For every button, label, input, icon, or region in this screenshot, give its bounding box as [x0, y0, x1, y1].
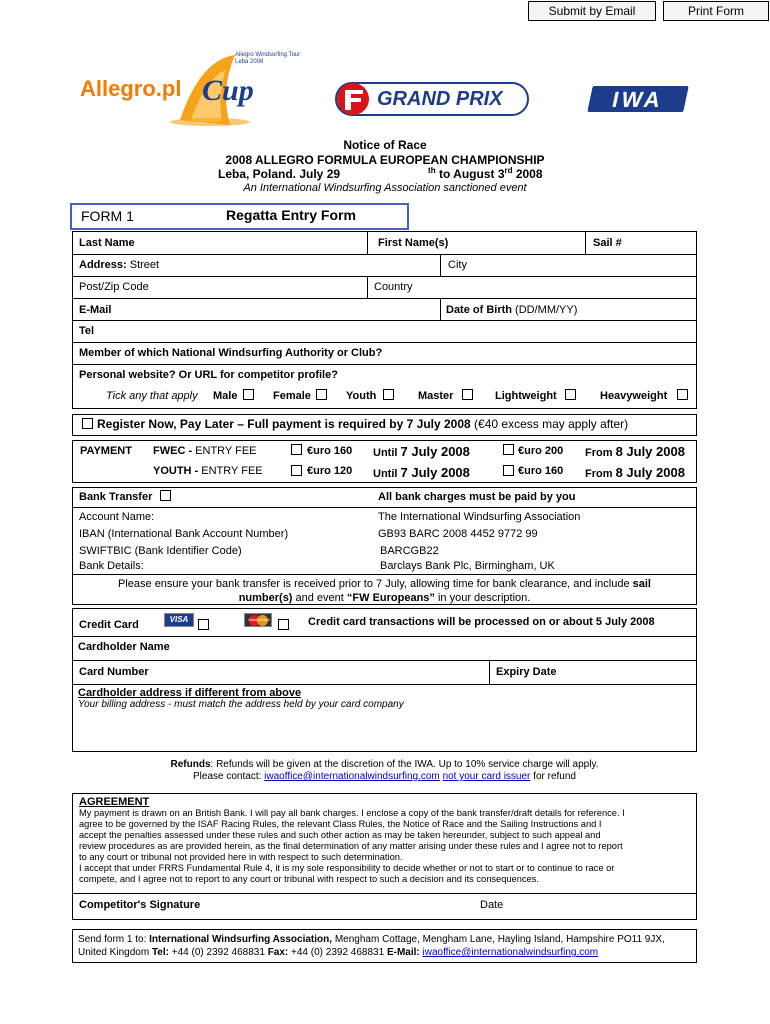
credit-card-label: Credit Card [79, 619, 139, 631]
event-dates [218, 166, 543, 181]
visa-icon: VISA [164, 613, 194, 627]
register-now-text: Register Now, Pay Later – Full payment is required by 7 July 2008 (€40 excess may apply after) [97, 417, 629, 431]
youth-label: Youth [346, 390, 377, 402]
account-name-value: The International Windsurfing Association [378, 511, 581, 523]
credit-card-box [72, 608, 697, 752]
from-date-2: From 8 July 2008 [585, 465, 685, 480]
tick-instruction: Tick any that apply [106, 390, 198, 402]
from-date-1: From 8 July 2008 [585, 444, 685, 459]
form-id: FORM 1 [81, 208, 134, 224]
print-form-button[interactable]: Print Form [663, 1, 769, 21]
mastercard-checkbox[interactable] [278, 619, 289, 630]
dates-rd: rd [504, 166, 513, 175]
last-name-label: Last Name [79, 237, 135, 249]
footer-email-link[interactable]: iwaoffice@internationalwindsurfing.com [422, 947, 599, 958]
fwec-late-price: €uro 200 [518, 445, 564, 457]
fwec-entry-fee: FWEC - ENTRY FEE [153, 445, 257, 457]
email-label: E-Mail [79, 304, 112, 316]
male-label: Male [213, 390, 238, 402]
cup-subtitle: Allegro Windsurfing Tour Leba 2008 [235, 52, 301, 65]
register-now-checkbox[interactable] [82, 418, 93, 429]
male-checkbox[interactable] [243, 389, 254, 400]
lightweight-checkbox[interactable] [565, 389, 576, 400]
swift-value: BARCGB22 [380, 545, 439, 557]
dob-label: Date of Birth (DD/MM/YY) [446, 304, 578, 316]
visa-checkbox[interactable] [198, 619, 209, 630]
master-checkbox[interactable] [462, 389, 473, 400]
cup-wordmark: Cup [202, 74, 254, 107]
heavyweight-checkbox[interactable] [677, 389, 688, 400]
youth-late-checkbox[interactable] [503, 465, 514, 476]
bank-transfer-note: Please ensure your bank transfer is received prior to 7 July, allowing time for bank clearance, and include sail number(s) and event “FW Europeans” in your description. [118, 578, 651, 604]
first-names-label: First Name(s) [378, 237, 449, 249]
bank-transfer-checkbox[interactable] [160, 490, 171, 501]
signature-date-label: Date [480, 899, 504, 911]
female-checkbox[interactable] [316, 389, 327, 400]
until-date-2: Until 7 July 2008 [373, 465, 470, 480]
mastercard-icon: MasterCard [244, 613, 272, 627]
championship-heading: 2008 ALLEGRO FORMULA EUROPEAN CHAMPIONSHIP [225, 153, 545, 167]
expiry-date-label: Expiry Date [496, 666, 557, 678]
notice-of-race-heading: Notice of Race [343, 138, 427, 152]
sail-number-label: Sail # [593, 237, 622, 249]
grand-prix-text: GRAND PRIX [377, 88, 503, 110]
dates-part-b: to August 3 [435, 167, 505, 181]
dates-part-c: 2008 [512, 167, 543, 181]
female-label: Female [273, 390, 311, 402]
payment-label: PAYMENT [80, 445, 132, 457]
youth-late-price: €uro 160 [518, 465, 564, 477]
form-title: Regatta Entry Form [226, 207, 356, 223]
heavyweight-label: Heavyweight [600, 390, 668, 402]
agreement-text: My payment is drawn on an British Bank. I will pay all bank charges. I enclose a copy of the bank transfer/draft details for reference. I agree to be governed by the ISAF Racing Rules, the relevant Class Rules, the Notice of Race and the Sailing Instructions and I accept the penalties assessed under these rules and such other action as may be taken hereunder, subject to such appeal and review procedures as are provided herein, as the final determination of any matter arising under these rules and I agree not to report to any court or tribunal not provided here in with respect to such determination. I accept that under FRRS Fundamental Rule 4, it is my sole responsibility to decide whether or not to start or to continue to race or compete, and I agree not to report to any court or tribunal with respect to such a decision and its consequences. [79, 808, 625, 884]
website-label: Personal website? Or URL for competitor profile? [79, 369, 338, 381]
country-label: Country [374, 281, 413, 293]
account-name-label: Account Name: [79, 511, 155, 523]
card-number-label: Card Number [79, 666, 149, 678]
tel-label: Tel [79, 325, 95, 337]
iban-value: GB93 BARC 2008 4452 9772 99 [378, 528, 538, 540]
dates-part-a: Leba, Poland. July 29 [218, 167, 341, 181]
master-label: Master [418, 390, 454, 402]
youth-early-price: €uro 120 [307, 465, 353, 477]
bank-transfer-label: Bank Transfer [79, 491, 153, 503]
city-label: City [448, 259, 467, 271]
lightweight-label: Lightweight [495, 390, 557, 402]
fwec-early-price: €uro 160 [307, 445, 353, 457]
competitor-signature-label: Competitor's Signature [79, 899, 201, 911]
youth-entry-fee: YOUTH - ENTRY FEE [153, 465, 263, 477]
bank-charges-note: All bank charges must be paid by you [378, 491, 576, 503]
sanction-line: An International Windsurfing Association sanctioned event [243, 182, 527, 194]
postzip-label: Post/Zip Code [79, 281, 149, 293]
youth-early-checkbox[interactable] [291, 465, 302, 476]
form-title-box [70, 203, 409, 230]
grand-prix-logo [335, 80, 530, 118]
bank-details-value: Barclays Bank Plc, Birmingham, UK [380, 560, 555, 572]
allegro-cup-logo [80, 50, 310, 130]
agreement-title: AGREEMENT [79, 796, 150, 808]
refunds-section: Refunds: Refunds will be given at the discretion of the IWA. Up to 10% service charge will apply. Please contact: iwaoffice@internationalwindsurfing.com not your card issuer for refund [170, 759, 599, 782]
iban-label: IBAN (International Bank Account Number) [79, 528, 289, 540]
swift-label: SWIFTBIC (Bank Identifier Code) [79, 545, 242, 557]
dates-th: th [428, 166, 436, 175]
iwa-text: IWA [609, 87, 666, 112]
cardholder-address-note: Your billing address - must match the address held by your card company [78, 699, 404, 710]
submit-by-email-button[interactable]: Submit by Email [528, 1, 656, 21]
youth-checkbox[interactable] [383, 389, 394, 400]
cardholder-name-label: Cardholder Name [78, 641, 170, 653]
card-processing-notice: Credit card transactions will be processed on or about 5 July 2008 [308, 616, 655, 628]
fwec-early-checkbox[interactable] [291, 444, 302, 455]
cardholder-address-title: Cardholder address if different from above [78, 687, 302, 699]
fwec-late-checkbox[interactable] [503, 444, 514, 455]
refund-email-link[interactable]: iwaoffice@internationalwindsurfing.com [264, 771, 440, 782]
iwa-logo [587, 86, 689, 112]
allegro-wordmark: Allegro.pl [80, 76, 182, 101]
member-label: Member of which National Windsurfing Authority or Club? [79, 347, 383, 359]
bank-details-label: Bank Details: [79, 560, 144, 572]
address-street-label: Address: Street [79, 259, 160, 271]
send-to-text: Send form 1 to: International Windsurfing Association, Mengham Cottage, Mengham Lane, Hayling Island, Hampshire PO11 9JX, United Kingdom Tel: +44 (0) 2392 468831 Fax: +44 (0) 2392 468831 E-Mail: iwaoffice@internationalwindsurfing.com [78, 934, 665, 958]
until-date-1: Until 7 July 2008 [373, 444, 470, 459]
